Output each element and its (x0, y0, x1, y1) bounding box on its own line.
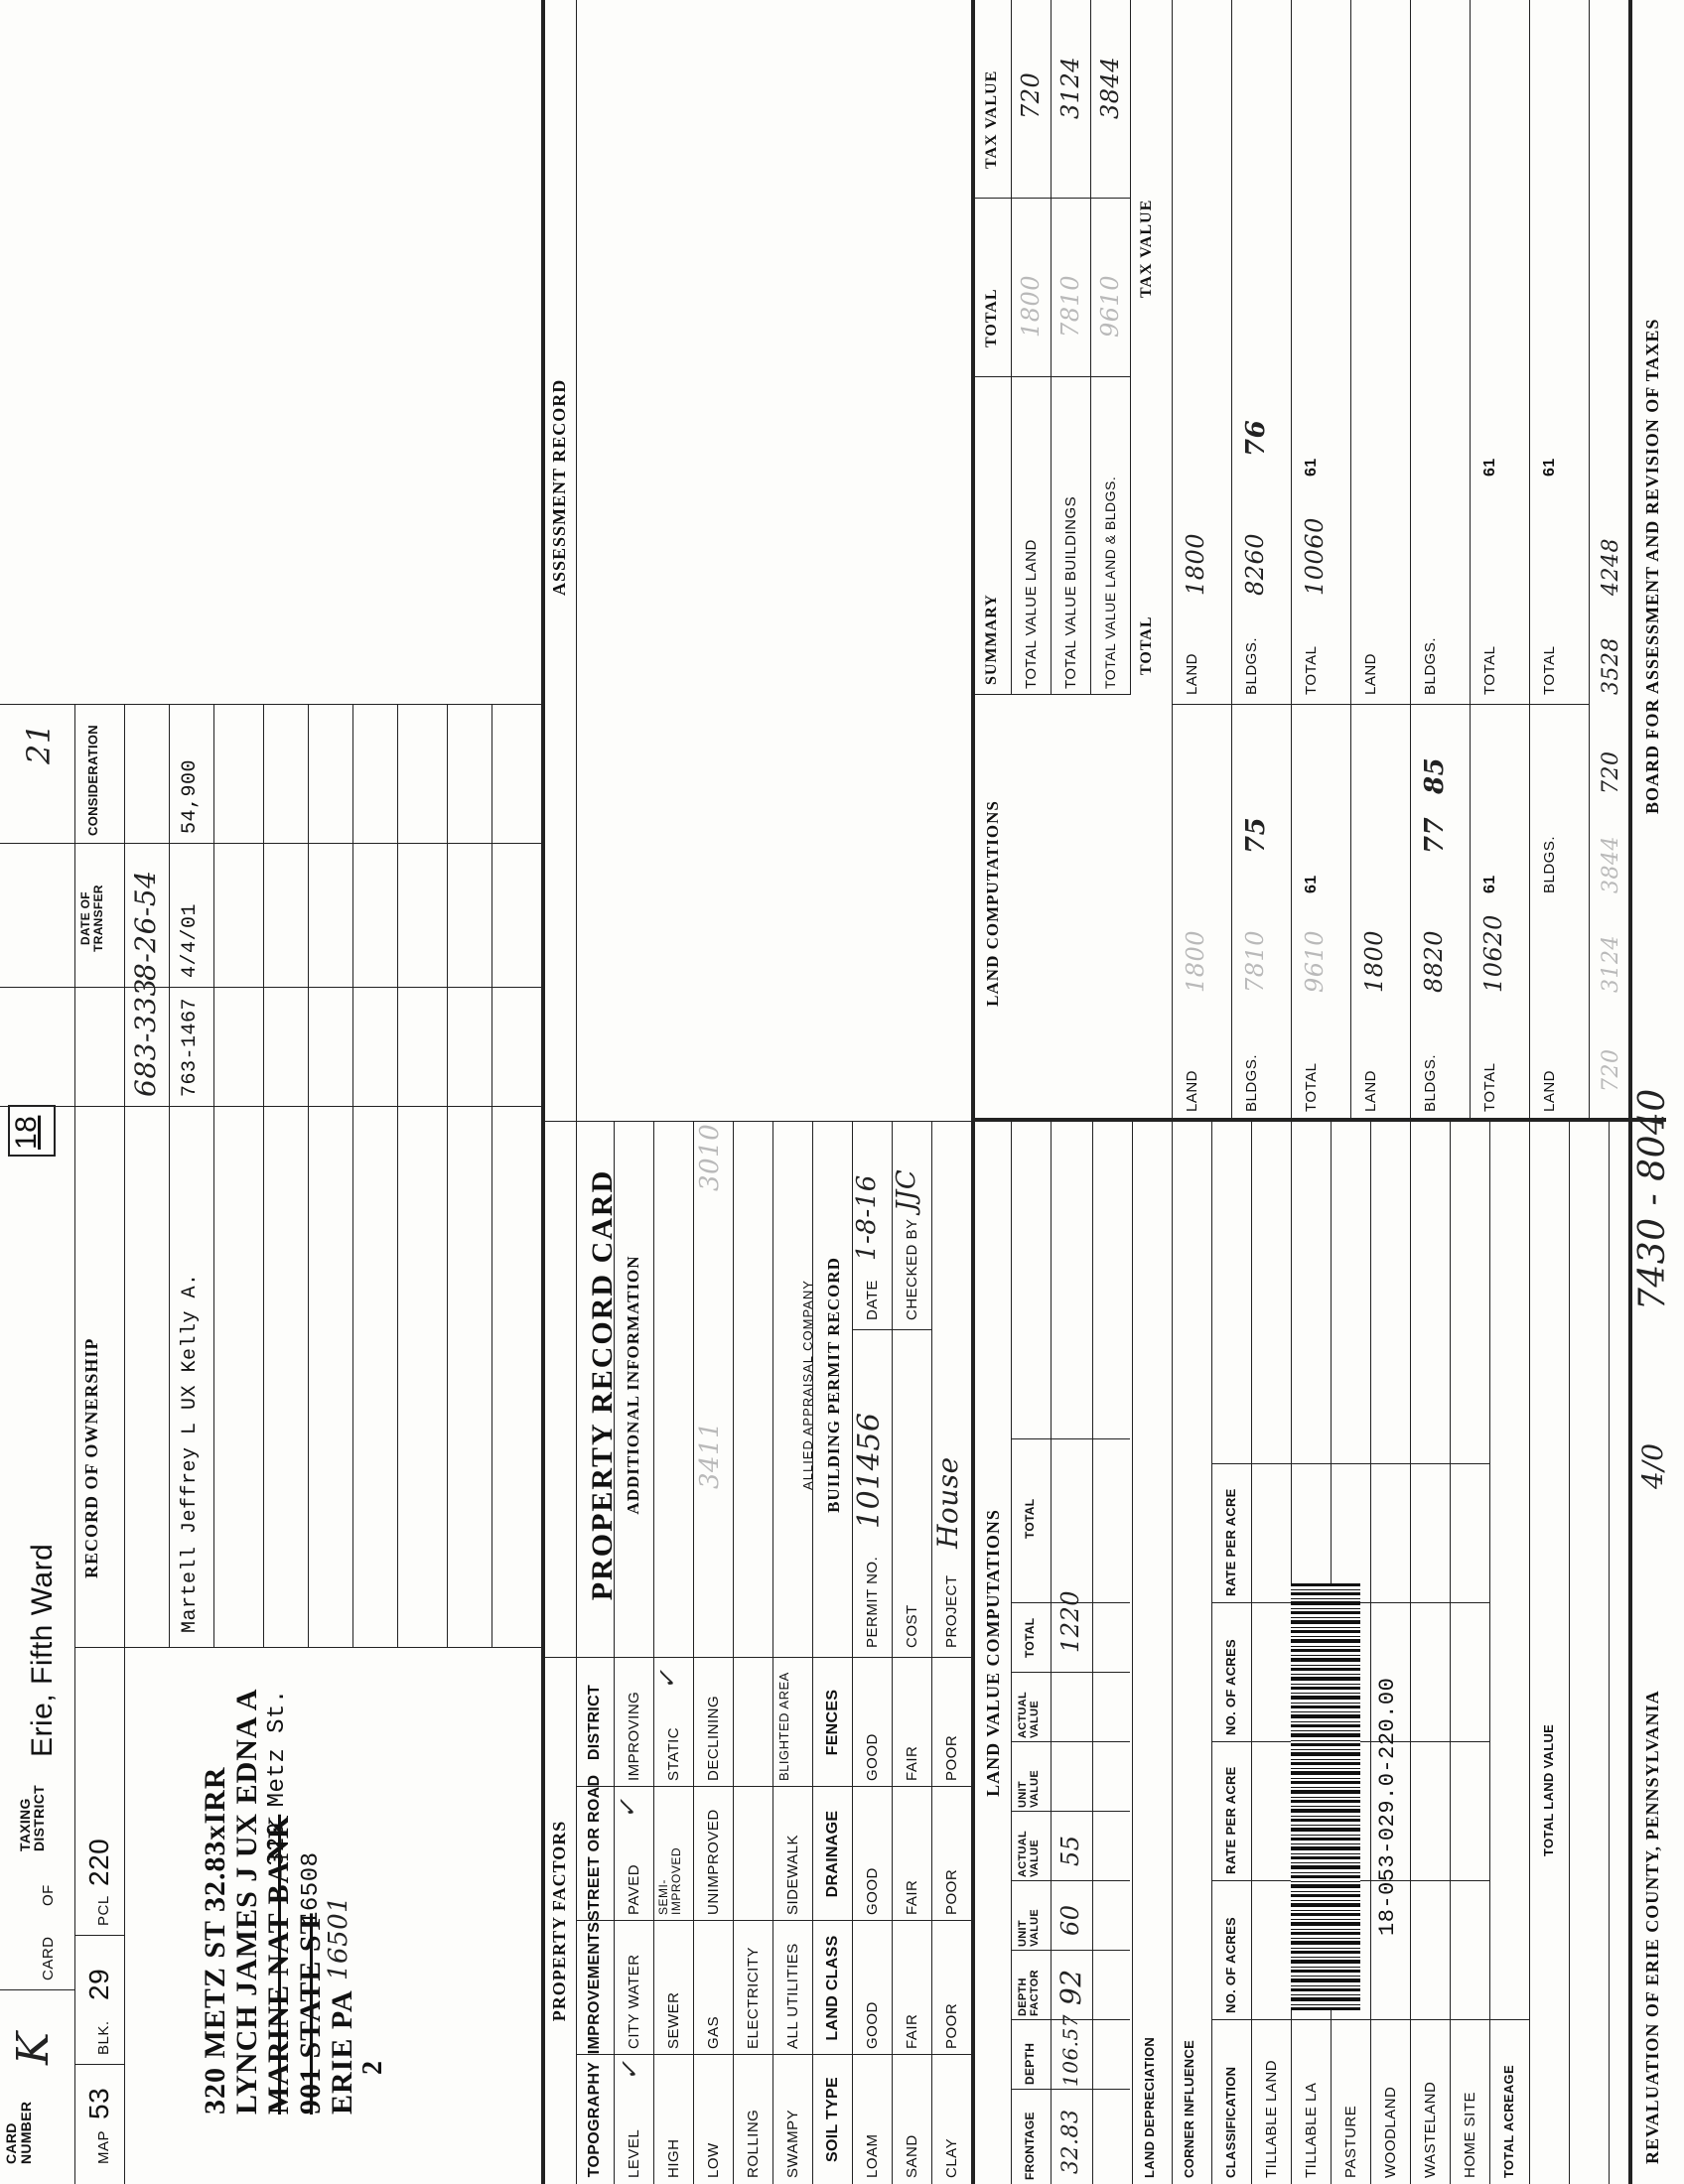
rule (1609, 1122, 1610, 2184)
hdr-actual-value: ACTUAL VALUE (1017, 1831, 1041, 1877)
class-tillable-2: TILLABLE LA (1303, 2082, 1320, 2178)
taxing-district-label: TAXING DISTRICT (17, 1785, 47, 1851)
code-2: 61 (1303, 458, 1320, 477)
rule (1011, 1438, 1130, 1439)
summary-bldg-total: 7810 (1056, 274, 1084, 338)
rule (1130, 0, 1131, 695)
row-land-5: LAND (1541, 1069, 1558, 1112)
pcl-value: 220 (83, 1838, 114, 1886)
row-total-4: TOTAL (1481, 645, 1498, 695)
street-paved: PAVED (626, 1863, 642, 1915)
code-4: 61 (1481, 458, 1498, 477)
class-woodland: WOODLAND (1382, 2086, 1399, 2178)
street-sidewalk: SIDEWALK (784, 1835, 801, 1915)
row-bldgs-1: BLDGS. (1243, 1053, 1260, 1112)
property-factors-title: PROPERTY FACTORS (549, 1820, 569, 2022)
rule (1172, 0, 1173, 1122)
soil-clay: CLAY (943, 2137, 960, 2178)
rule (1172, 704, 1589, 705)
rule (971, 376, 1130, 377)
rule (693, 1122, 694, 2184)
permit-value-2: 3528 (1599, 637, 1623, 695)
code-1: 61 (1303, 875, 1320, 893)
district-header: DISTRICT (586, 1684, 603, 1761)
rule (1011, 1122, 1012, 2184)
rule (1090, 0, 1091, 695)
hdr-rate-per-acre-2: RATE PER ACRE (1223, 1488, 1238, 1596)
rule (0, 843, 541, 844)
rule (0, 1106, 541, 1107)
rule (124, 705, 125, 1648)
rule (576, 1920, 971, 1921)
permit-value-3: 4248 (1599, 538, 1623, 596)
hdr-unit-value-2: UNIT VALUE (1017, 1770, 1041, 1808)
footer-hand: 7430 - 8040 (1632, 1088, 1673, 1310)
rule (213, 705, 214, 1648)
note-a-1: 3411 (695, 1421, 725, 1489)
hdr-total: TOTAL (1023, 1617, 1037, 1658)
land-value-title: LAND VALUE COMPUTATIONS (983, 1509, 1003, 1797)
corner-number: 21 (20, 723, 58, 764)
depth-value: 106.57 (1058, 2014, 1082, 2087)
land-class-fair: FAIR (904, 2013, 920, 2049)
rule (0, 704, 541, 705)
land-class-good: GOOD (864, 2001, 881, 2049)
rule (169, 705, 170, 1648)
rule (263, 705, 264, 1648)
unit-value: 60 (1056, 1904, 1084, 1936)
assessment-total-label: TOTAL (1138, 615, 1155, 675)
permit-date: 1-8-16 (852, 1174, 882, 1261)
row-total-1: TOTAL (1303, 1062, 1320, 1112)
rule (1092, 1122, 1093, 2184)
blk-label: BLK. (95, 2020, 112, 2055)
rule (1051, 1122, 1052, 2184)
district-improving: IMPROVING (626, 1691, 642, 1781)
district-static: STATIC (665, 1726, 682, 1781)
hdr-actual-value-2: ACTUAL VALUE (1017, 1692, 1041, 1738)
district-blighted: BLIGHTED AREA (776, 1672, 791, 1781)
land-depreciation: LAND DEPRECIATION (1142, 2036, 1157, 2178)
rule (352, 705, 353, 1648)
row-bldgs-5: BLDGS. (1541, 835, 1558, 893)
hdr-no-of-acres-2: NO. OF ACRES (1223, 1638, 1238, 1735)
ownership-book-1: 683-333 (129, 978, 162, 1097)
summary-bldg-label: TOTAL VALUE BUILDINGS (1062, 495, 1079, 689)
class-pasture: PASTURE (1342, 2105, 1359, 2178)
rule (1011, 1880, 1130, 1881)
rule (1450, 1122, 1451, 2184)
summary-title: SUMMARY (983, 594, 1000, 685)
rule (1529, 0, 1530, 1122)
rule (1211, 2019, 1529, 2020)
card-label: CARD (40, 1936, 57, 1980)
parcel-id: 18-053-029.0-220.00 (1375, 1677, 1400, 1936)
rule (0, 1989, 74, 1990)
rule (1231, 0, 1232, 1122)
rule (1569, 1122, 1570, 2184)
rule (852, 1122, 853, 2184)
rule (971, 694, 1130, 695)
rule (892, 1122, 893, 2184)
rule (971, 198, 1130, 199)
side-value-1: 720 (1599, 1048, 1623, 1092)
summary-land-total: 1800 (1017, 274, 1045, 338)
summary-land-label: TOTAL VALUE LAND (1023, 539, 1040, 689)
rule (1470, 0, 1471, 1122)
impr-electricity: ELECTRICITY (745, 1946, 762, 2049)
rule (308, 705, 309, 1648)
summary-all-total: 9610 (1096, 274, 1124, 338)
hdr-rate-per-acre: RATE PER ACRE (1223, 1766, 1238, 1874)
hdr-depth: DEPTH (1023, 2042, 1037, 2085)
impr-gas: GAS (705, 2015, 722, 2049)
assessment-title: ASSESSMENT RECORD (549, 378, 569, 596)
pcl-label: PCL (95, 1895, 112, 1926)
rule (576, 1122, 577, 2184)
check-level: ✓ (616, 2060, 643, 2081)
row-bldgs-3: BLDGS. (1422, 1053, 1439, 1112)
row-land-2: LAND (1184, 652, 1200, 695)
owner-line-5: ERIE PA (326, 1989, 358, 2115)
impr-city-water: CITY WATER (626, 1954, 642, 2049)
assess-total-3: 10620 (1479, 914, 1507, 993)
check-paved: ✓ (614, 1798, 641, 1819)
class-tillable: TILLABLE LAND (1263, 2059, 1280, 2178)
permit-title: BUILDING PERMIT RECORD (824, 1257, 843, 1513)
total-acreage: TOTAL ACREAGE (1501, 2065, 1516, 2178)
rule (74, 1647, 541, 1648)
drainage-good: GOOD (864, 1867, 881, 1915)
year-3: 77 (1420, 816, 1450, 854)
rule (852, 1329, 931, 1330)
hdr-unit-value: UNIT VALUE (1017, 1909, 1041, 1947)
allied-appraisal: ALLIED APPRAISAL COMPANY (800, 1280, 815, 1490)
owner-new-street: 320 Metz St. (264, 1689, 291, 1866)
rule (74, 1935, 124, 1936)
class-home-site: HOME SITE (1462, 2091, 1478, 2178)
row-total-2: TOTAL (1303, 645, 1320, 695)
note-a-2: 3010 (695, 1123, 725, 1191)
permit-value-1: 720 (1599, 751, 1623, 794)
street-unimproved: UNIMPROVED (705, 1809, 722, 1915)
map-label: MAP (95, 2129, 112, 2164)
rule (576, 2054, 971, 2055)
drainage-poor: POOR (943, 1868, 960, 1915)
date-of-transfer-label: DATE OF TRANSFER (78, 885, 105, 952)
rule (1529, 1122, 1530, 2184)
taxing-district-value: Erie, Fifth Ward (26, 1543, 59, 1757)
ownership-date-1: 8-26-54 (129, 870, 162, 981)
hdr-total-2: TOTAL (1023, 1498, 1037, 1539)
total-land-value: TOTAL LAND VALUE (1541, 1723, 1556, 1856)
topo-swampy: SWAMPY (784, 2109, 801, 2178)
hdr-depth-factor: DEPTH FACTOR (1017, 1970, 1041, 2016)
impr-all-utilities: ALL UTILITIES (784, 1943, 801, 2049)
row-bldgs-2: BLDGS. (1243, 636, 1260, 695)
owner-line-1: 320 METZ ST 32.83xIRR (199, 1766, 231, 2115)
rule (1489, 1122, 1490, 2184)
additional-info-title: ADDITIONAL INFORMATION (624, 1255, 642, 1515)
class-wasteland: WASTELAND (1422, 2081, 1439, 2178)
parcel-barcode (1291, 1583, 1360, 2010)
impr-sewer: SEWER (665, 1991, 682, 2049)
summary-total-label: TOTAL (983, 288, 1000, 347)
rule (1011, 1741, 1130, 1742)
summary-all-label: TOTAL VALUE LAND & BLDGS. (1102, 476, 1118, 689)
rule (576, 1786, 971, 1787)
row-land-3: LAND (1362, 1069, 1379, 1112)
owner-line-6: 2 (357, 2060, 388, 2075)
land-class-poor: POOR (943, 2002, 960, 2049)
map-value: 53 (83, 2087, 114, 2119)
row-total-5: TOTAL (1541, 645, 1558, 695)
owner-line-3: MARINE NAT BANK (262, 1814, 295, 2115)
card-number-value: K (8, 2031, 59, 2065)
hdr-frontage: FRONTAGE (1023, 2112, 1037, 2180)
rule (1051, 0, 1052, 695)
improvements-header: IMPROVEMENTS (586, 1921, 603, 2055)
year-1: 75 (1241, 816, 1271, 854)
ownership-name-2: Martell Jeffrey L UX Kelly A. (179, 1273, 202, 1633)
rule (541, 0, 545, 2184)
frontage-value: 32.83 (1058, 2109, 1083, 2174)
assess-land-3: 1800 (1360, 929, 1388, 993)
land-class-header: LAND CLASS (824, 1935, 841, 2041)
fences-good: GOOD (864, 1733, 881, 1781)
rule (1211, 1122, 1212, 2184)
row-land-4: LAND (1362, 652, 1379, 695)
rule (1291, 0, 1292, 1122)
ownership-title: RECORD OF OWNERSHIP (81, 1337, 101, 1578)
property-record-title: PROPERTY RECORD CARD (586, 1168, 619, 1601)
district-declining: DECLINING (705, 1695, 722, 1781)
assess-bldgs-3: 8820 (1420, 929, 1448, 993)
project-value: House (931, 1456, 964, 1549)
hdr-classification: CLASSIFICATION (1223, 2066, 1238, 2178)
ownership-date-2: 4/4/01 (179, 902, 202, 978)
check-static: ✓ (653, 1669, 681, 1690)
summary-all-tax: 3844 (1096, 56, 1124, 119)
owner-new-zip: 16508 (298, 1851, 325, 1926)
rule (447, 705, 448, 1648)
rule (971, 1118, 1666, 1122)
rule (397, 705, 398, 1648)
ownership-book-2: 763-1467 (179, 997, 202, 1097)
corner-influence: CORNER INFLUENCE (1182, 2039, 1196, 2178)
row-land-1: LAND (1184, 1069, 1200, 1112)
topo-level: LEVEL (626, 2128, 642, 2178)
summary-land-tax: 720 (1017, 71, 1045, 119)
street-semi-improved: SEMI-IMPROVED (656, 1846, 683, 1915)
rule (1011, 1950, 1130, 1951)
rule (1132, 1122, 1133, 2184)
street-header: STREET OR ROAD (586, 1774, 603, 1921)
permit-date-label: DATE (864, 1280, 881, 1320)
code-3: 61 (1481, 875, 1498, 893)
land-computations-title: LAND COMPUTATIONS (983, 800, 1002, 1007)
topo-low: LOW (705, 2142, 722, 2178)
topography-header: TOPOGRAPHY (586, 2061, 603, 2178)
assess-total-1: 9610 (1301, 929, 1329, 993)
rule (1011, 2089, 1130, 2090)
topo-rolling: ROLLING (745, 2109, 762, 2178)
checked-by-label: CHECKED BY (904, 1218, 920, 1320)
rule (1172, 1122, 1173, 2184)
year-2: 76 (1241, 419, 1271, 457)
rule (576, 0, 577, 1122)
year-4: 85 (1420, 756, 1450, 794)
assessment-tax-label: TAX VALUE (1138, 199, 1155, 298)
rule (1011, 1811, 1130, 1812)
rule (124, 1648, 125, 2184)
hdr-no-of-acres: NO. OF ACRES (1223, 1916, 1238, 2013)
summary-tax-label: TAX VALUE (983, 69, 1000, 169)
assess-land-2: 1800 (1182, 532, 1209, 596)
footer-right: BOARD FOR ASSESSMENT AND REVISION OF TAXES (1642, 318, 1662, 814)
soil-loam: LOAM (864, 2133, 881, 2178)
drainage-header: DRAINAGE (824, 1810, 841, 1898)
rule (1011, 0, 1012, 695)
assess-bldgs-1: 7810 (1241, 929, 1269, 993)
boxed-number: 18 (10, 1115, 43, 1150)
assess-land-1: 1800 (1182, 929, 1209, 993)
fences-poor: POOR (943, 1734, 960, 1781)
depth-factor-value: 92 (1054, 1969, 1087, 2005)
side-value-2: 3124 (1599, 935, 1623, 993)
card-number-label: CARD NUMBER (3, 2101, 34, 2164)
ownership-consideration-2: 54,900 (179, 758, 202, 834)
soil-sand: SAND (904, 2134, 920, 2178)
rule (1251, 1122, 1252, 2184)
consideration-label: CONSIDERATION (85, 725, 100, 836)
actual-value: 55 (1056, 1835, 1084, 1866)
rule (0, 987, 541, 988)
rule (1350, 0, 1351, 1122)
rule (1011, 1672, 1130, 1673)
permit-no-label: PERMIT NO. (864, 1556, 881, 1648)
rule (1410, 1122, 1411, 2184)
drainage-fair: FAIR (904, 1879, 920, 1915)
project-label: PROJECT (943, 1574, 960, 1648)
fences-header: FENCES (824, 1689, 841, 1756)
row-total-3: TOTAL (1481, 1062, 1498, 1112)
rule (653, 1122, 654, 2184)
row-bldgs-4: BLDGS. (1422, 636, 1439, 695)
owner-line-4: 901 STATE ST (294, 1913, 327, 2115)
owner-line-2: LYNCH JAMES J UX EDNA A (230, 1688, 263, 2115)
rule (971, 0, 975, 2184)
permit-no: 101456 (852, 1412, 887, 1529)
footer-left: REVALUATION OF ERIE COUNTY, PENNSYLVANIA (1642, 1690, 1662, 2164)
cost-label: COST (904, 1604, 920, 1648)
rule (1370, 1122, 1371, 2184)
rule (931, 1122, 932, 2184)
side-value-3: 3844 (1599, 836, 1623, 893)
rule (1589, 0, 1590, 1122)
rule (733, 1122, 734, 2184)
of-label: OF (40, 1884, 57, 1906)
assess-bldgs-2: 8260 (1241, 532, 1269, 596)
rule (74, 705, 75, 2184)
topo-high: HIGH (665, 2138, 682, 2178)
rule (74, 2064, 124, 2065)
owner-zip-hand: 16501 (324, 1895, 353, 1980)
rule (1410, 0, 1411, 1122)
rule (541, 1657, 971, 1658)
footer-hand-small: 4/0 (1636, 1442, 1669, 1489)
checked-by: JJC (892, 1168, 921, 1211)
fences-fair: FAIR (904, 1745, 920, 1781)
summary-bldg-tax: 3124 (1056, 56, 1084, 119)
rule (772, 1122, 773, 2184)
land-total: 1220 (1056, 1589, 1084, 1653)
rule (491, 705, 492, 1648)
blk-value: 29 (83, 1968, 114, 2000)
assess-total-2: 10060 (1301, 517, 1329, 596)
rule (1211, 1463, 1489, 1464)
code-5: 61 (1541, 458, 1558, 477)
soil-header: SOIL TYPE (824, 2077, 841, 2162)
